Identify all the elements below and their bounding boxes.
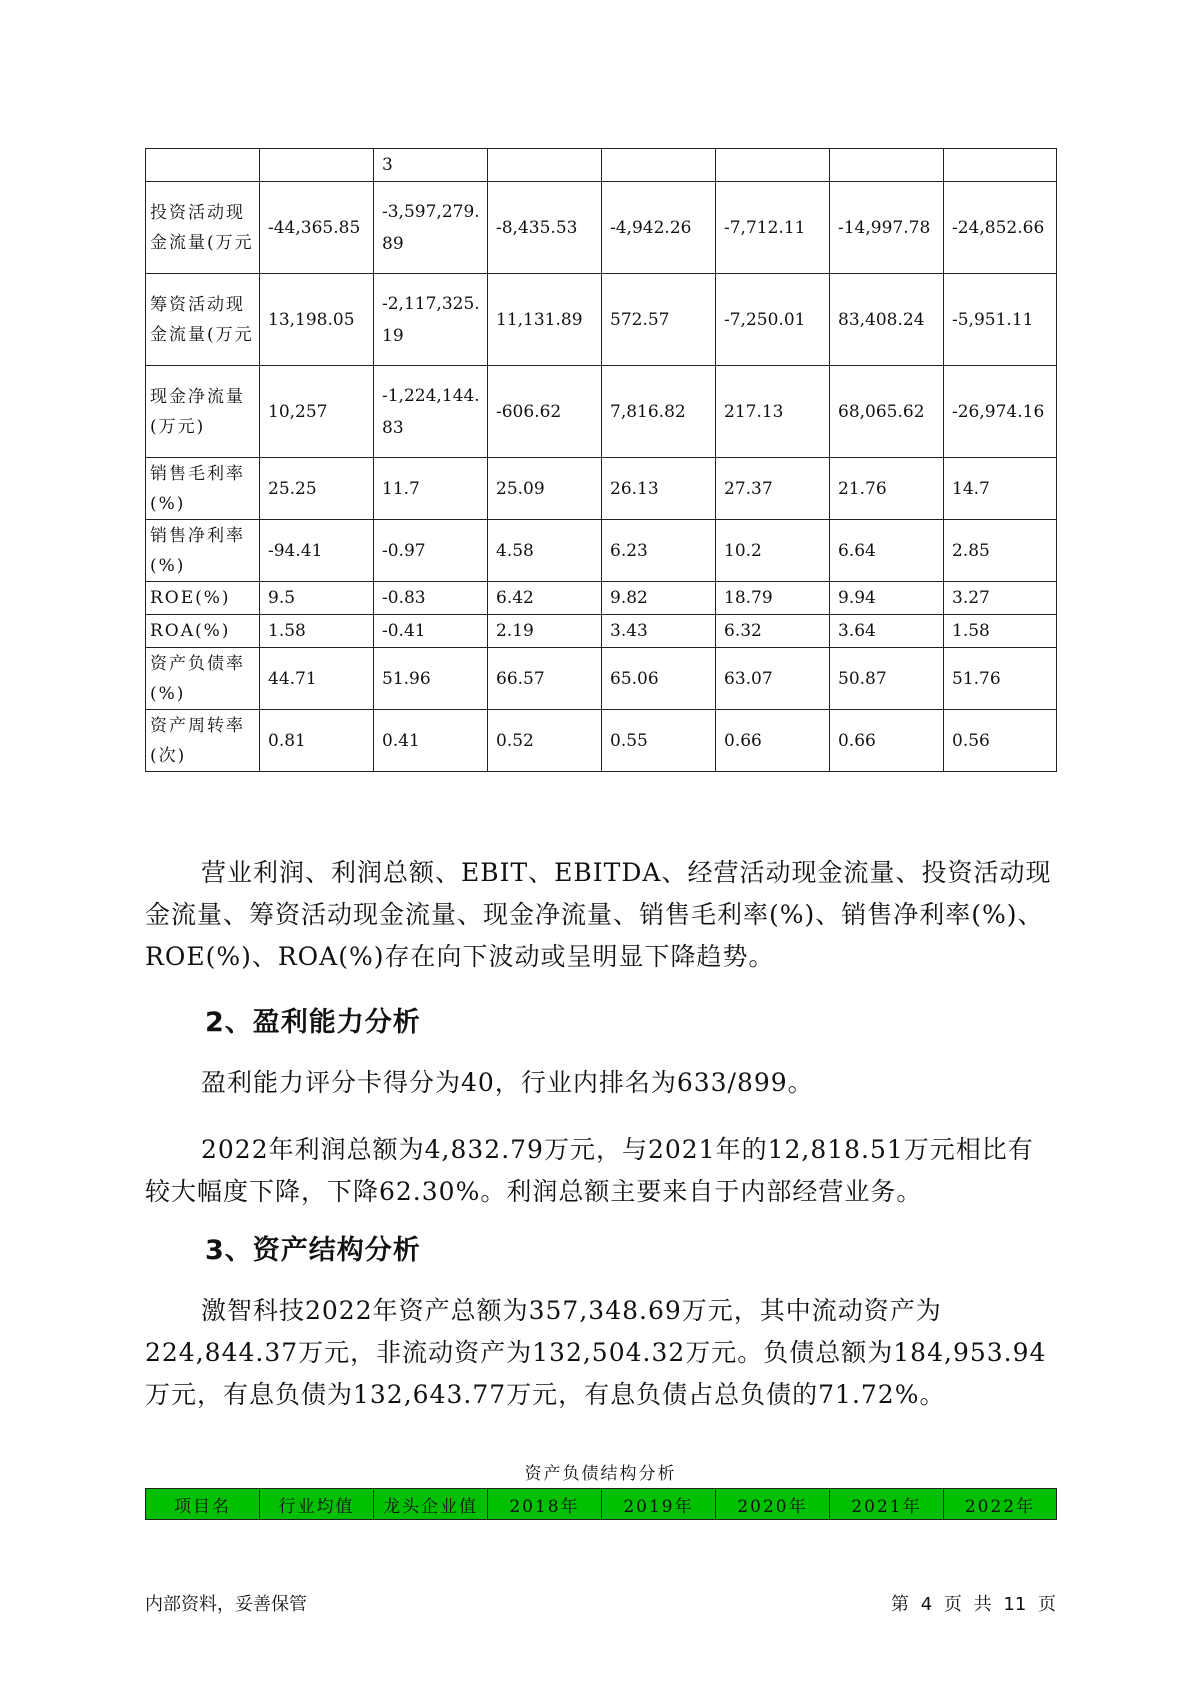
table-cell: 6.23 — [602, 520, 716, 582]
table-cell: -0.83 — [374, 582, 488, 615]
row-label: ROE(%) — [146, 582, 260, 615]
table-cell: 18.79 — [716, 582, 830, 615]
table-cell: 572.57 — [602, 274, 716, 366]
table-cell: 9.5 — [260, 582, 374, 615]
table-cell: 3.27 — [944, 582, 1057, 615]
table-cell: 66.57 — [488, 648, 602, 710]
table-cell: 65.06 — [602, 648, 716, 710]
table-cell — [260, 149, 374, 182]
table-cell: 51.76 — [944, 648, 1057, 710]
footer-page-number: 第 4 页 共 11 页 — [891, 1594, 1056, 1615]
table-cell: 3.43 — [602, 615, 716, 648]
paragraph-profitability-score: 盈利能力评分卡得分为40，行业内排名为633/899。 — [201, 1068, 814, 1097]
table-row — [146, 149, 1057, 182]
column-header: 2022年 — [944, 1489, 1057, 1520]
table-cell: -7,712.11 — [716, 182, 830, 274]
row-label: 资产周转率(次) — [146, 710, 260, 772]
balance-table-header-row — [146, 1489, 1057, 1520]
table-cell: 1.58 — [944, 615, 1057, 648]
row-label: 资产负债率(%) — [146, 648, 260, 710]
table-cell: 1.58 — [260, 615, 374, 648]
table-cell: -14,997.78 — [830, 182, 944, 274]
table-cell: 21.76 — [830, 458, 944, 520]
balance-structure-table — [145, 1488, 1057, 1520]
table-cell: 0.81 — [260, 710, 374, 772]
table-cell: 0.41 — [374, 710, 488, 772]
table-cell: -0.97 — [374, 520, 488, 582]
table-cell: -606.62 — [488, 366, 602, 458]
table-cell — [716, 149, 830, 182]
table-cell: 14.7 — [944, 458, 1057, 520]
column-header: 行业均值 — [260, 1489, 374, 1520]
table-cell: 7,816.82 — [602, 366, 716, 458]
table-cell: 6.42 — [488, 582, 602, 615]
table-cell — [944, 149, 1057, 182]
table-cell: 0.66 — [716, 710, 830, 772]
balance-table-caption: 资产负债结构分析 — [524, 1464, 677, 1484]
table-cell: -8,435.53 — [488, 182, 602, 274]
table-cell: 83,408.24 — [830, 274, 944, 366]
row-label: 投资活动现金流量(万元 — [146, 182, 260, 274]
table-cell: 11.7 — [374, 458, 488, 520]
table-cell: 63.07 — [716, 648, 830, 710]
column-header: 2018年 — [488, 1489, 602, 1520]
row-label: 销售净利率(%) — [146, 520, 260, 582]
table-cell: 6.32 — [716, 615, 830, 648]
table-cell: 0.55 — [602, 710, 716, 772]
table-cell — [830, 149, 944, 182]
financial-indicator-table — [145, 148, 1057, 772]
row-label: 现金净流量(万元) — [146, 366, 260, 458]
table-cell: -4,942.26 — [602, 182, 716, 274]
table-cell: -0.41 — [374, 615, 488, 648]
table-cell: 10,257 — [260, 366, 374, 458]
table-cell: 3.64 — [830, 615, 944, 648]
table-row — [146, 648, 1057, 710]
table-row — [146, 520, 1057, 582]
table-cell: 2.85 — [944, 520, 1057, 582]
table-cell: 13,198.05 — [260, 274, 374, 366]
table-cell: -94.41 — [260, 520, 374, 582]
table-cell: 6.64 — [830, 520, 944, 582]
table-cell: 68,065.62 — [830, 366, 944, 458]
table-cell: 0.66 — [830, 710, 944, 772]
paragraph-trend-summary: 营业利润、利润总额、EBIT、EBITDA、经营活动现金流量、投资活动现金流量、筹资活动现金流量、现金净流量、销售毛利率(%)、销售净利率(%)、ROE(%)、ROA(%)存在向下波动或呈明显下降趋势。 — [145, 858, 1052, 971]
table-cell: 27.37 — [716, 458, 830, 520]
column-header: 2019年 — [602, 1489, 716, 1520]
table-row — [146, 458, 1057, 520]
table-cell: -44,365.85 — [260, 182, 374, 274]
table-cell: 0.56 — [944, 710, 1057, 772]
table-cell — [602, 149, 716, 182]
column-header: 龙头企业值 — [374, 1489, 488, 1520]
table-cell: 9.94 — [830, 582, 944, 615]
row-label: ROA(%) — [146, 615, 260, 648]
table-cell: -3,597,279.89 — [374, 182, 488, 274]
table-row — [146, 710, 1057, 772]
column-header: 项目名 — [146, 1489, 260, 1520]
column-header: 2021年 — [830, 1489, 944, 1520]
table-cell: 3 — [374, 149, 488, 182]
paragraph-total-profit: 2022年利润总额为4,832.79万元，与2021年的12,818.51万元相比有较大幅度下降，下降62.30%。利润总额主要来自于内部经营业务。 — [145, 1135, 1034, 1206]
paragraph-asset-structure: 激智科技2022年资产总额为357,348.69万元，其中流动资产为224,844.37万元，非流动资产为132,504.32万元。负债总额为184,953.94万元，有息负债为132,643.77万元，有息负债占总负债的71.72%。 — [145, 1296, 1047, 1409]
table-cell: 4.58 — [488, 520, 602, 582]
table-cell: -5,951.11 — [944, 274, 1057, 366]
table-row — [146, 182, 1057, 274]
row-label: 筹资活动现金流量(万元 — [146, 274, 260, 366]
column-header: 2020年 — [716, 1489, 830, 1520]
table-cell: 2.19 — [488, 615, 602, 648]
table-cell: 25.09 — [488, 458, 602, 520]
table-cell: 11,131.89 — [488, 274, 602, 366]
row-label — [146, 149, 260, 182]
table-cell: 25.25 — [260, 458, 374, 520]
table-cell: 9.82 — [602, 582, 716, 615]
table-cell: -1,224,144.83 — [374, 366, 488, 458]
table-row — [146, 274, 1057, 366]
table-cell: -26,974.16 — [944, 366, 1057, 458]
table-cell: 10.2 — [716, 520, 830, 582]
table-cell: 0.52 — [488, 710, 602, 772]
table-cell: 217.13 — [716, 366, 830, 458]
table-cell — [488, 149, 602, 182]
table-row — [146, 366, 1057, 458]
table-cell: 44.71 — [260, 648, 374, 710]
heading-profitability: 2、盈利能力分析 — [205, 1007, 421, 1038]
table-row — [146, 582, 1057, 615]
table-cell: -24,852.66 — [944, 182, 1057, 274]
table-row — [146, 615, 1057, 648]
table-cell: 26.13 — [602, 458, 716, 520]
table-cell: 51.96 — [374, 648, 488, 710]
table-cell: -2,117,325.19 — [374, 274, 488, 366]
row-label: 销售毛利率(%) — [146, 458, 260, 520]
heading-asset-structure: 3、资产结构分析 — [205, 1235, 421, 1266]
table-cell: 50.87 — [830, 648, 944, 710]
table-cell: -7,250.01 — [716, 274, 830, 366]
footer-confidential-note: 内部资料，妥善保管 — [145, 1594, 307, 1615]
